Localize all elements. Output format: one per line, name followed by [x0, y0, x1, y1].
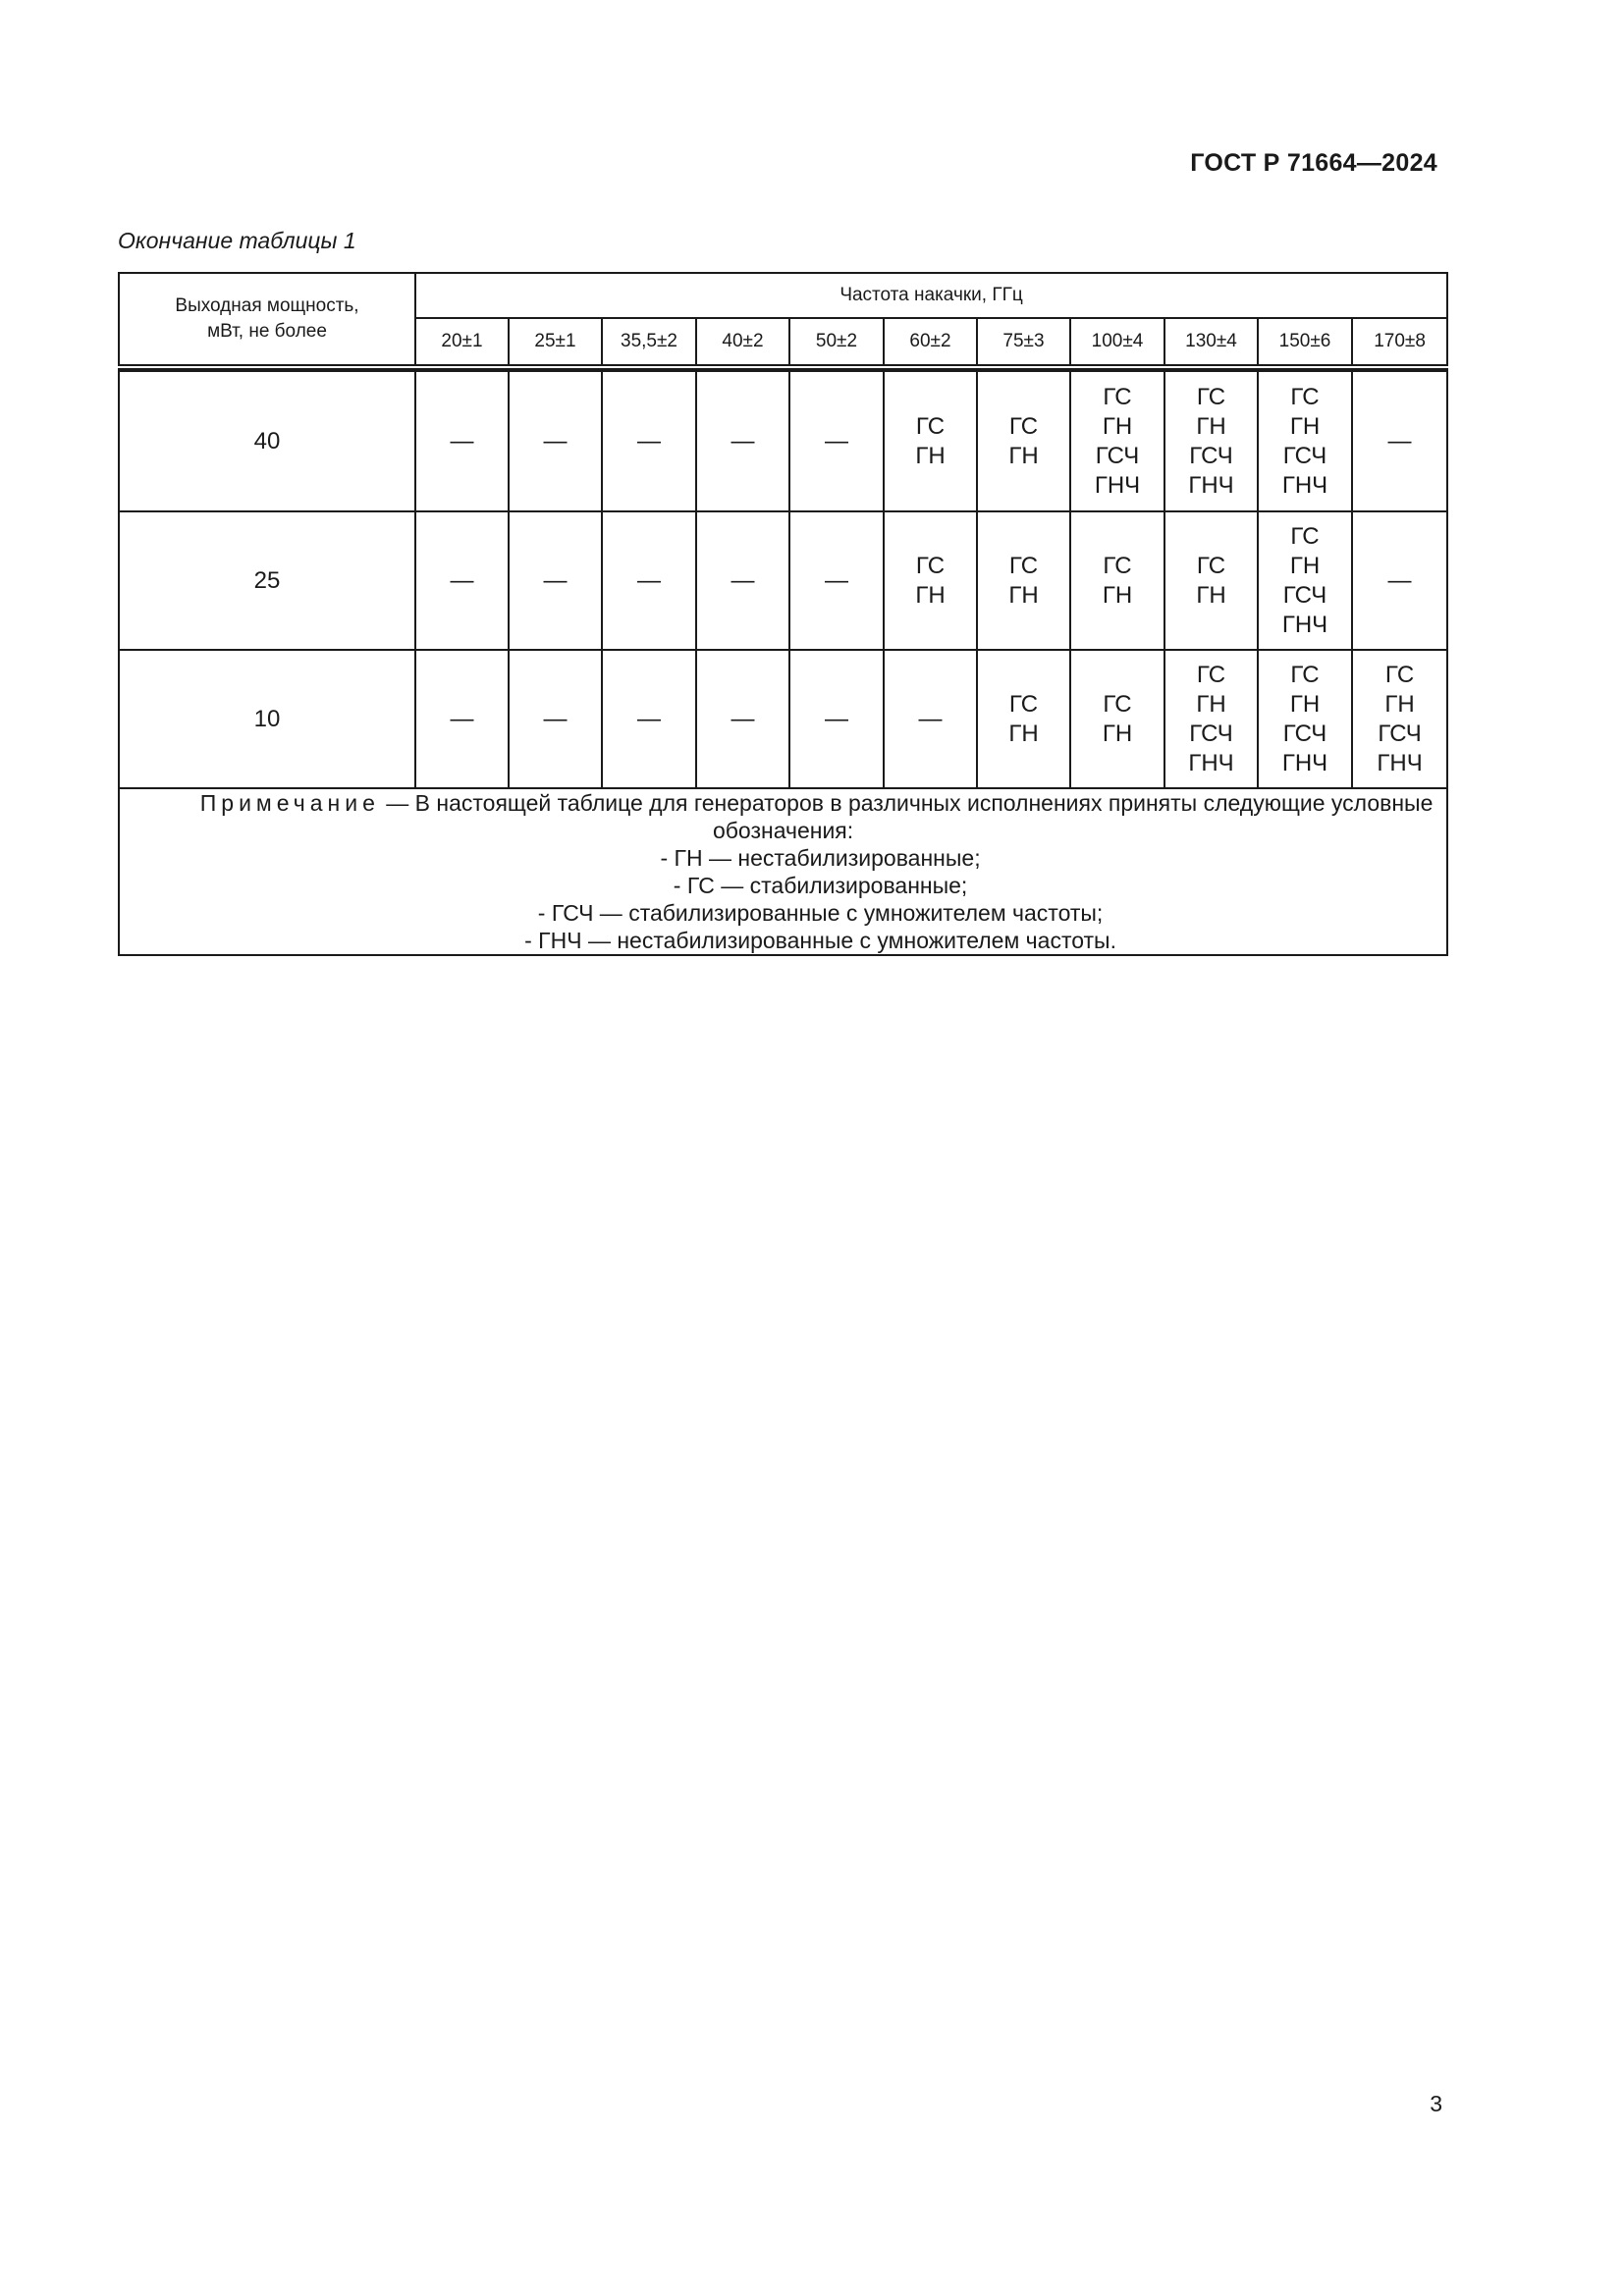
designation-code: ГС [1103, 383, 1132, 410]
designation-code: ГН [1196, 412, 1226, 440]
designation-cell [1258, 650, 1352, 788]
designation-cell [1352, 650, 1447, 788]
designation-code: ГСЧ [1189, 442, 1233, 469]
frequency-group-header: Частота накачки, ГГц [415, 273, 1447, 318]
designation-code: — [1387, 427, 1412, 454]
designation-code: ГСЧ [1282, 581, 1327, 609]
designation-code: ГС [1196, 552, 1226, 579]
note-intro-text: — В настоящей таблице для генераторов в различных исполнениях приняты следующие условные обозначения: [379, 790, 1434, 843]
designation-code: ГСЧ [1189, 720, 1233, 747]
designation-code: ГН [1008, 720, 1039, 747]
frequency-column-header: 40±2 [696, 318, 789, 367]
designation-code: — [637, 427, 661, 454]
designation-cell [1258, 371, 1352, 511]
note-item: - ГС — стабилизированные; [673, 873, 968, 898]
designation-code: ГС [1103, 690, 1132, 718]
note-intro [120, 789, 1446, 844]
designation-cell [696, 650, 789, 788]
designation-cell [884, 511, 977, 650]
designation-code: ГСЧ [1378, 720, 1422, 747]
designation-cell [415, 650, 509, 788]
power-value-cell: 25 [119, 511, 415, 650]
designation-code: ГН [1008, 442, 1039, 469]
designation-code: ГН [1102, 412, 1133, 440]
frequency-column-header: 60±2 [884, 318, 977, 367]
designation-cell [602, 371, 696, 511]
power-header-line2: мВт, не более [207, 321, 327, 342]
designation-cell [602, 650, 696, 788]
designation-cell [415, 371, 509, 511]
frequency-column-header: 35,5±2 [602, 318, 696, 367]
designation-cell [509, 371, 602, 511]
designation-code: ГСЧ [1282, 720, 1327, 747]
table-row [119, 371, 1447, 511]
frequency-column-header: 130±4 [1164, 318, 1258, 367]
designation-code: ГН [1102, 581, 1133, 609]
designation-cell [789, 371, 884, 511]
frequency-column-header: 25±1 [509, 318, 602, 367]
designation-code: ГС [1008, 552, 1039, 579]
designation-code: ГСЧ [1282, 442, 1327, 469]
designation-cell [977, 371, 1070, 511]
designation-cell [977, 650, 1070, 788]
table-row [119, 650, 1447, 788]
frequency-column-header: 150±6 [1258, 318, 1352, 367]
designation-code: ГС [1196, 383, 1226, 410]
designation-code: ГН [1008, 581, 1039, 609]
designation-cell [1352, 371, 1447, 511]
designation-code: ГС [1103, 552, 1132, 579]
designation-cell [884, 650, 977, 788]
designation-code: — [543, 566, 568, 594]
designation-code: — [450, 427, 474, 454]
designation-code: — [450, 566, 474, 594]
designation-cell [696, 371, 789, 511]
note-item: - ГСЧ — стабилизированные с умножителем частоты; [537, 900, 1104, 926]
designation-code: — [543, 705, 568, 732]
frequency-column-header: 50±2 [789, 318, 884, 367]
designation-code: — [450, 705, 474, 732]
designation-code: ГН [915, 581, 946, 609]
designation-cell [696, 511, 789, 650]
designation-code: ГН [915, 442, 946, 469]
designation-code: ГНЧ [1188, 471, 1234, 499]
designation-code: ГС [1008, 690, 1039, 718]
designation-code: ГН [1289, 412, 1321, 440]
designation-cell [789, 650, 884, 788]
frequency-column-header: 100±4 [1070, 318, 1164, 367]
designation-code: ГН [1196, 690, 1226, 718]
designation-code: ГНЧ [1281, 611, 1328, 638]
power-value-cell: 10 [119, 650, 415, 788]
designation-code: ГНЧ [1188, 749, 1234, 776]
designation-code: ГН [1384, 690, 1415, 718]
document-code: ГОСТ Р 71664—2024 [1190, 149, 1437, 177]
designation-cell [1070, 511, 1164, 650]
designation-cell [1352, 511, 1447, 650]
designation-cell [509, 650, 602, 788]
designation-code: ГС [1290, 383, 1320, 410]
frequency-column-header: 20±1 [415, 318, 509, 367]
designation-cell [602, 511, 696, 650]
designation-code: ГС [1196, 661, 1226, 688]
designation-cell [1164, 371, 1258, 511]
designation-cell [1164, 511, 1258, 650]
power-column-header [119, 273, 415, 367]
designation-code: ГС [915, 412, 946, 440]
designation-cell [1164, 650, 1258, 788]
table-row [119, 511, 1447, 650]
designation-cell [884, 371, 977, 511]
designation-code: — [825, 566, 848, 594]
designation-code: — [731, 427, 755, 454]
designation-code: — [731, 566, 755, 594]
data-table [118, 272, 1448, 956]
designation-code: — [637, 705, 661, 732]
designation-code: ГН [1289, 552, 1321, 579]
designation-code: ГСЧ [1095, 442, 1140, 469]
designation-cell [1070, 650, 1164, 788]
power-header-line1: Выходная мощность, [175, 295, 359, 316]
designation-cell [1258, 511, 1352, 650]
designation-code: — [918, 705, 943, 732]
designation-code: ГС [1008, 412, 1039, 440]
designation-cell [415, 511, 509, 650]
frequency-column-header: 170±8 [1352, 318, 1447, 367]
designation-cell [789, 511, 884, 650]
power-value-cell: 40 [119, 371, 415, 511]
frequency-column-header: 75±3 [977, 318, 1070, 367]
designation-code: ГС [1290, 661, 1320, 688]
designation-code: — [825, 427, 848, 454]
designation-code: — [1387, 566, 1412, 594]
designation-code: ГС [915, 552, 946, 579]
note-label: Примечание [199, 790, 380, 816]
designation-code: — [637, 566, 661, 594]
designation-code: ГНЧ [1377, 749, 1423, 776]
designation-code: — [731, 705, 755, 732]
note-item: - ГН — нестабилизированные; [660, 845, 981, 871]
designation-code: ГНЧ [1281, 749, 1328, 776]
note-item: - ГНЧ — нестабилизированные с умножителем частоты. [524, 928, 1116, 953]
table-note [119, 788, 1447, 955]
designation-code: ГН [1289, 690, 1321, 718]
designation-code: ГН [1196, 581, 1226, 609]
designation-code: — [825, 705, 848, 732]
designation-code: ГН [1102, 720, 1133, 747]
designation-code: ГС [1290, 522, 1320, 550]
page-number: 3 [1430, 2091, 1442, 2116]
table-caption: Окончание таблицы 1 [118, 228, 356, 253]
designation-code: ГС [1384, 661, 1415, 688]
designation-code: ГНЧ [1094, 471, 1141, 499]
designation-cell [1070, 371, 1164, 511]
designation-code: — [543, 427, 568, 454]
designation-cell [977, 511, 1070, 650]
designation-cell [509, 511, 602, 650]
designation-code: ГНЧ [1281, 471, 1328, 499]
